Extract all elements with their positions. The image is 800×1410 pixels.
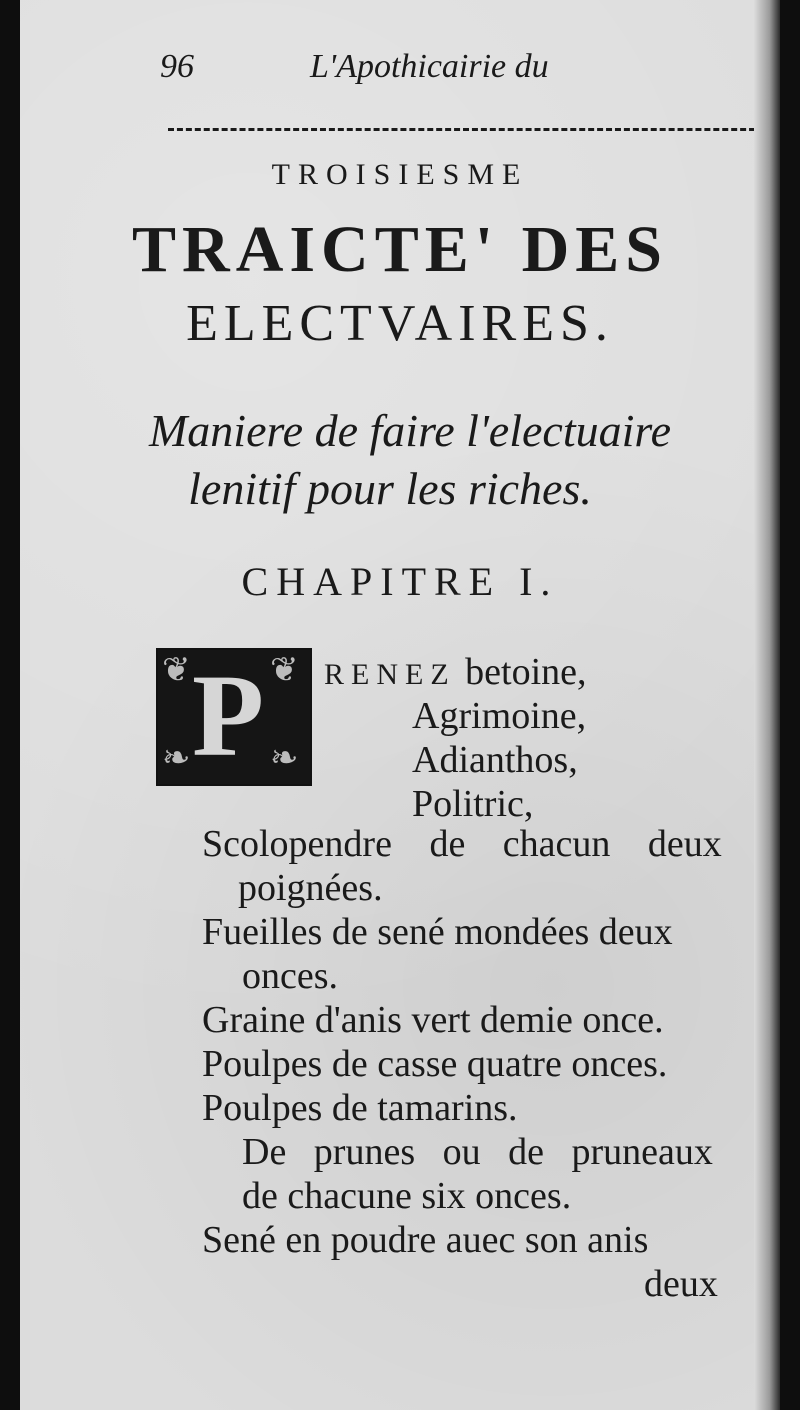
recipe-line: Agrimoine, (412, 695, 587, 737)
header-rule (168, 128, 764, 131)
recipe-line: Graine d'anis vert demie once. (202, 999, 664, 1041)
recipe-line: Fueilles de sené mondées deux (202, 911, 673, 953)
first-word-smallcaps: RENEZ (324, 658, 456, 691)
recipe-line: Scolopendre de chacun deux (202, 823, 722, 865)
chapter-heading: CHAPITRE I. (241, 559, 559, 604)
recipe-line: De prunes ou de pruneaux (242, 1131, 713, 1173)
leaf-ornament-icon: ❧ (270, 740, 299, 777)
first-line-rest: betoine, (455, 651, 587, 693)
recipe-line: onces. (242, 955, 339, 997)
decorated-initial (156, 648, 312, 786)
treatise-title: TRAICTE' DES (132, 213, 668, 286)
recipe-line: Adianthos, (412, 739, 578, 781)
recipe-first-line (324, 650, 587, 694)
treatise-ordinal: TROISIESME (271, 158, 529, 191)
recipe-line: Sené en poudre auec son anis (202, 1219, 649, 1261)
leaf-ornament-icon: ❦ (162, 652, 191, 689)
recipe-line: de chacune six onces. (242, 1175, 572, 1217)
page-number: 96 (160, 48, 194, 85)
page-edge-shadow (754, 0, 780, 1410)
section-subtitle-line2: lenitif pour les riches. (188, 463, 592, 514)
recipe-line: poignées. (238, 867, 383, 909)
treatise-subject: ELECTVAIRES. (186, 295, 614, 352)
section-subtitle-line1: Maniere de faire l'electuaire (148, 405, 672, 456)
running-title: L'Apothicairie du (310, 48, 549, 85)
book-page (20, 0, 780, 1410)
recipe-line: Poulpes de casse quatre onces. (202, 1043, 668, 1085)
leaf-ornament-icon: ❧ (162, 740, 191, 777)
catchword: deux (644, 1263, 718, 1305)
recipe-line: Politric, (412, 783, 534, 825)
leaf-ornament-icon: ❦ (270, 652, 299, 689)
recipe-line: Poulpes de tamarins. (202, 1087, 518, 1129)
initial-letter: P (191, 650, 265, 781)
running-header (160, 48, 720, 92)
